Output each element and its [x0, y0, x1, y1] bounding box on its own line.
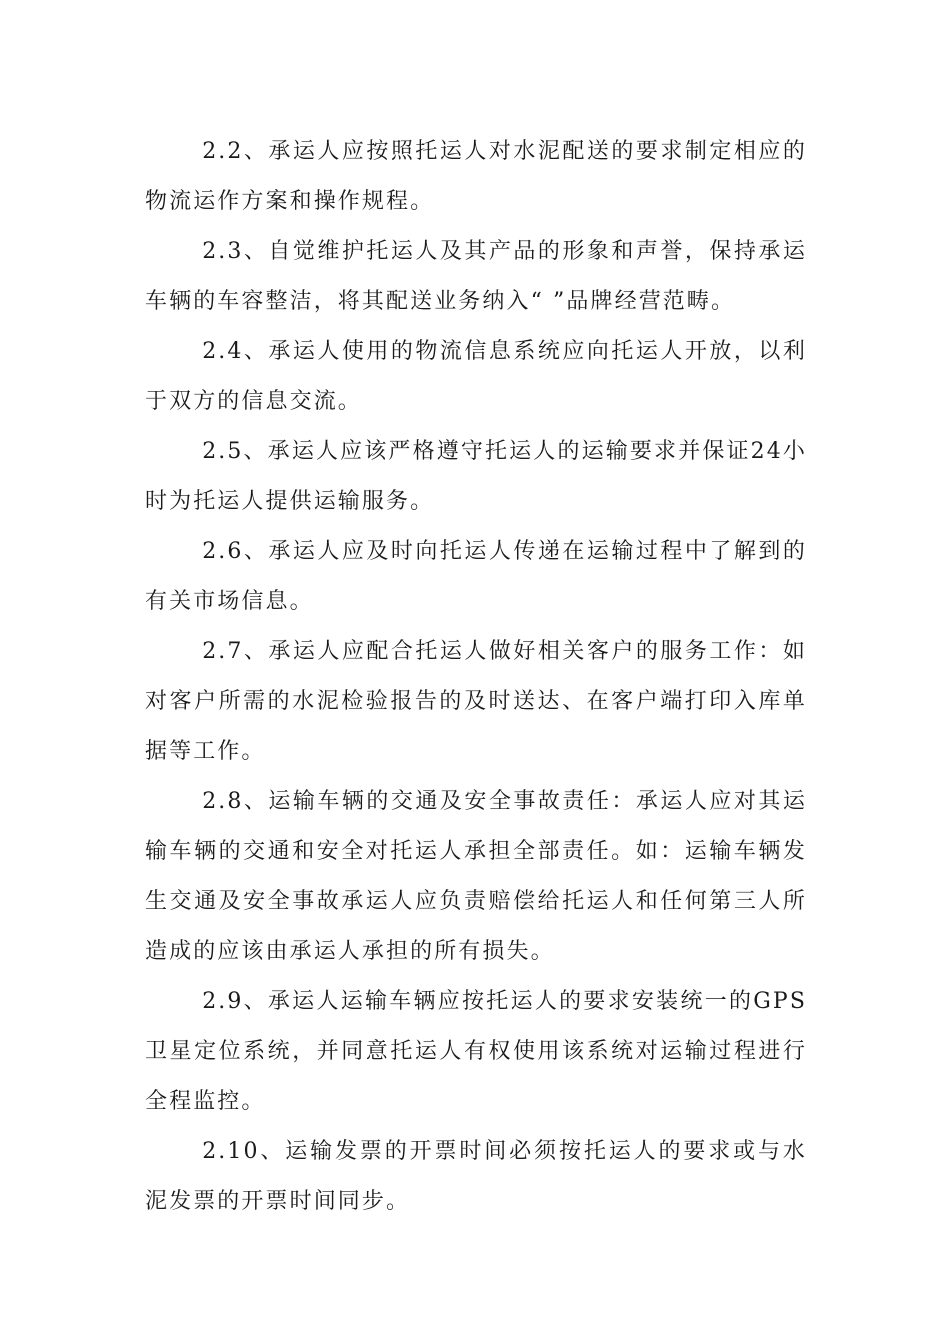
- paragraph-2-5: 2.5、承运人应该严格遵守托运人的运输要求并保证24小时为托运人提供运输服务。: [145, 439, 807, 514]
- paragraph-2-2: 2.2、承运人应按照托运人对水泥配送的要求制定相应的物流运作方案和操作规程。: [145, 139, 807, 214]
- paragraph-2-7: 2.7、承运人应配合托运人做好相关客户的服务工作：如对客户所需的水泥检验报告的及时送达、在客户端打印入库单据等工作。: [145, 639, 807, 764]
- paragraph-2-10: 2.10、运输发票的开票时间必须按托运人的要求或与水泥发票的开票时间同步。: [145, 1139, 807, 1214]
- paragraph-2-8: 2.8、运输车辆的交通及安全事故责任：承运人应对其运输车辆的交通和安全对托运人承担全部责任。如：运输车辆发生交通及安全事故承运人应负责赔偿给托运人和任何第三人所造成的应该由承运人承担的所有损失。: [145, 789, 807, 964]
- paragraph-2-3: 2.3、自觉维护托运人及其产品的形象和声誉，保持承运车辆的车容整洁，将其配送业务纳入“ ”品牌经营范畴。: [145, 239, 807, 314]
- paragraph-2-9: 2.9、承运人运输车辆应按托运人的要求安装统一的GPS卫星定位系统，并同意托运人有权使用该系统对运输过程进行全程监控。: [145, 989, 807, 1114]
- paragraph-2-6: 2.6、承运人应及时向托运人传递在运输过程中了解到的有关市场信息。: [145, 539, 807, 614]
- document-body: [145, 127, 807, 1227]
- paragraph-2-4: 2.4、承运人使用的物流信息系统应向托运人开放，以利于双方的信息交流。: [145, 339, 807, 414]
